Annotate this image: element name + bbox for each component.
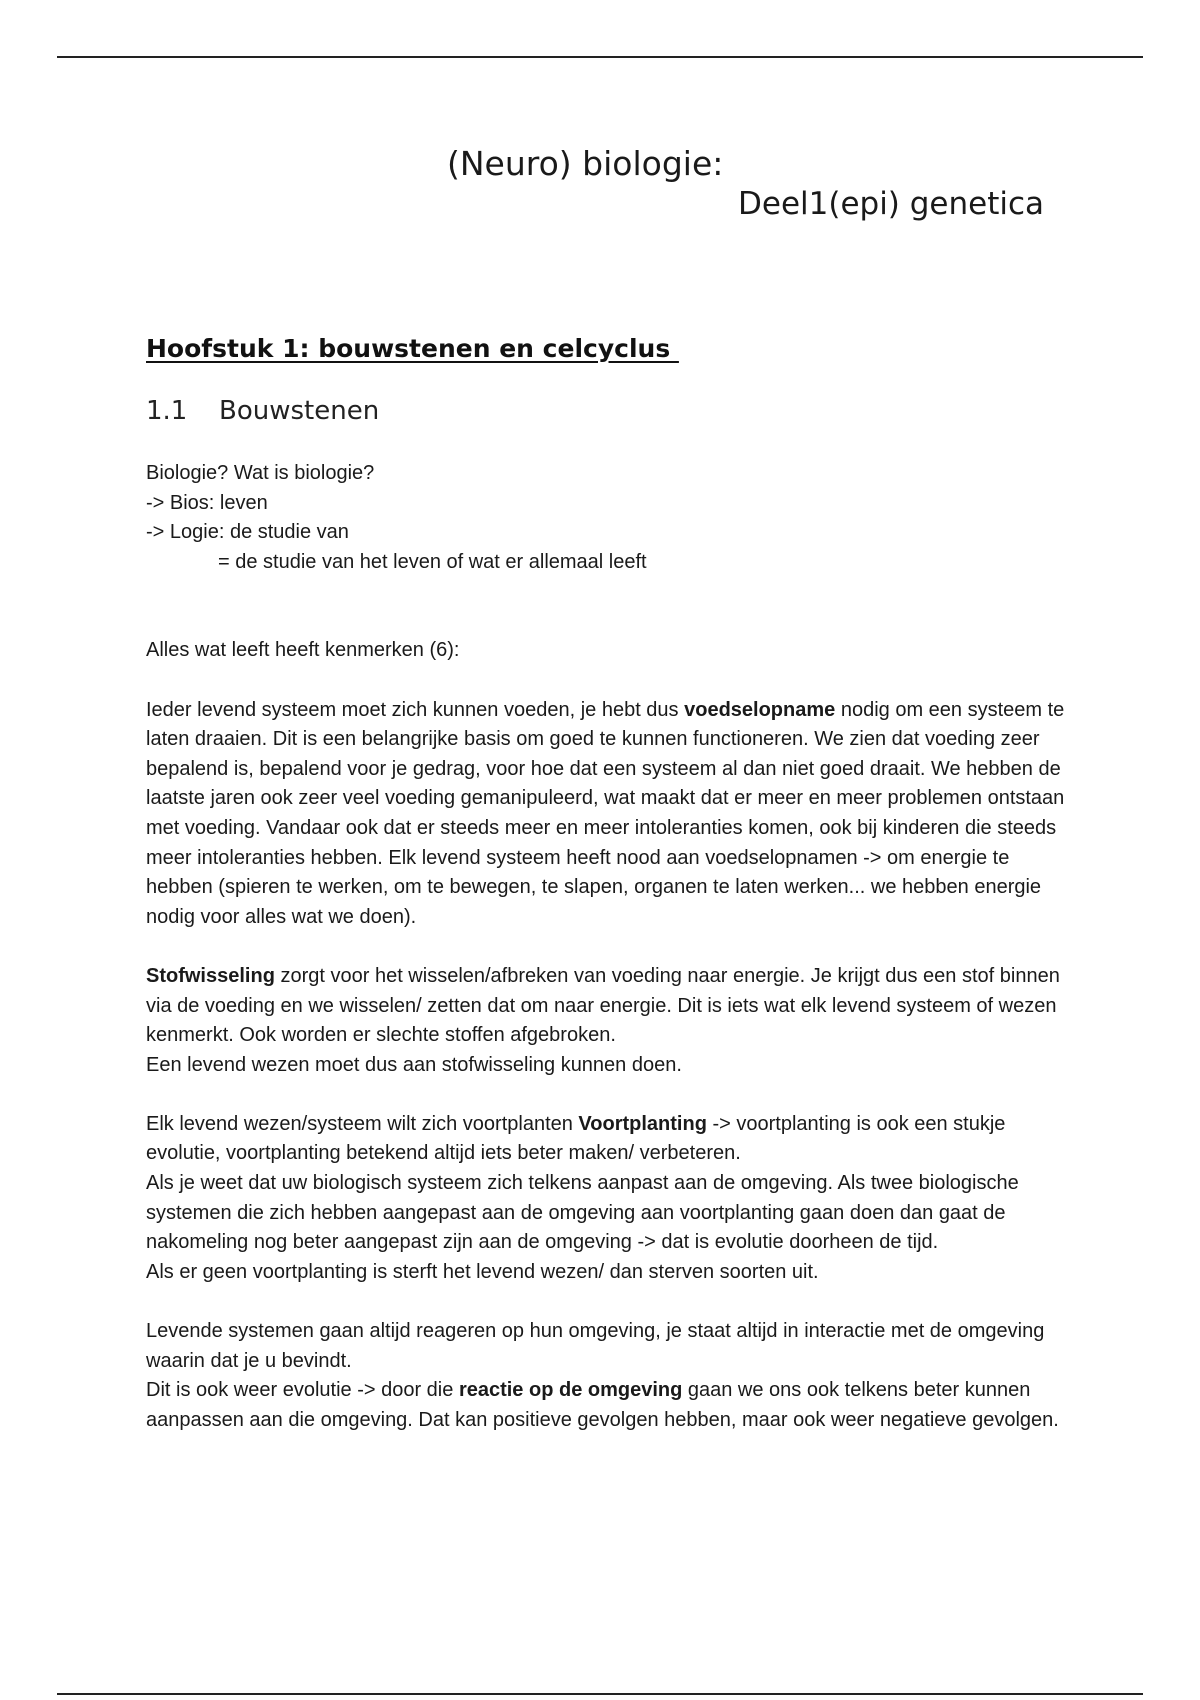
intro-line: Biologie? Wat is biologie? bbox=[146, 462, 375, 484]
paragraph-reactie: Levende systemen gaan altijd reageren op hun omgeving, je staat altijd in interactie met de omgeving waarin dat je u bevindt. bbox=[146, 1320, 1045, 1372]
text-span: Elk levend wezen/systeem wilt zich voortplanten bbox=[146, 1112, 579, 1135]
section-number: 1.1 bbox=[146, 396, 188, 426]
chapter-heading: Hoofstuk 1: bouwstenen en celcyclus bbox=[146, 334, 679, 363]
kenmerken-heading: Alles wat leeft heeft kenmerken (6): bbox=[146, 639, 460, 662]
paragraph-voortplanting bbox=[146, 1110, 1076, 1169]
document-title: (Neuro) biologie: bbox=[447, 144, 724, 183]
document-body bbox=[146, 459, 1076, 1435]
paragraph-voeding bbox=[146, 696, 1076, 933]
text-span: Ieder levend systeem moet zich kunnen voeden, je hebt dus bbox=[146, 698, 685, 721]
text-span: -> voortplanting is ook een stukje evolutie, voortplanting betekend altijd iets beter maken/ verbeteren. bbox=[146, 1112, 1006, 1165]
top-rule bbox=[57, 56, 1143, 58]
intro-definition: = de studie van het leven of wat er allemaal leeft bbox=[218, 550, 647, 573]
text-span: gaan we ons ook telkens beter kunnen aanpassen aan die omgeving. Dat kan positieve gevolgen hebben, maar ook weer negatieve gevolgen. bbox=[146, 1379, 1059, 1431]
section-title: Bouwstenen bbox=[219, 396, 380, 426]
intro-line: -> Logie: de studie van bbox=[146, 521, 349, 544]
bold-term: Stofwisseling bbox=[146, 964, 275, 987]
bold-term: reactie op de omgeving bbox=[458, 1379, 683, 1402]
text-span: zorgt voor het wisselen/afbreken van voeding naar energie. Je krijgt dus een stof binnen via de voeding en we wisselen/ zetten dat om naar energie. Dit is iets wat elk levend systeem of wezen kenmerkt. Ook worden er slechte stoffen afgebroken. bbox=[146, 964, 1060, 1047]
bottom-rule bbox=[57, 1693, 1143, 1695]
section-heading bbox=[146, 396, 379, 426]
intro-line: -> Bios: leven bbox=[146, 491, 268, 514]
bold-term: Voortplanting bbox=[578, 1112, 707, 1135]
document-subtitle: Deel1(epi) genetica bbox=[738, 186, 1045, 222]
paragraph-voortplanting-2: Als je weet dat uw biologisch systeem zich telkens aanpast aan de omgeving. Als twee biologische systemen die zich hebben aangepast aan de omgeving aan voortplanting gaan doen dan gaat de nakomeling nog beter aangepast zijn aan de omgeving -> dat is evolutie doorheen de tijd. bbox=[146, 1172, 1019, 1254]
bold-term: voedselopname bbox=[684, 698, 836, 721]
paragraph-stofwisseling bbox=[146, 962, 1076, 1051]
paragraph-voortplanting-3: Als er geen voortplanting is sterft het levend wezen/ dan sterven soorten uit. bbox=[146, 1260, 819, 1283]
text-span: nodig om een systeem te laten draaien. Dit is een belangrijke basis om goed te kunnen functioneren. We zien dat voeding zeer bepalend is, bepalend voor je gedrag, voor hoe dat een systeem al dan niet goed draait. We hebben de laatste jaren ook zeer veel voeding gemanipuleerd, wat maakt dat er meer en meer problemen ontstaan met voeding. Vandaar ook dat er steeds meer en meer intoleranties komen, ook bij kinderen die steeds meer intoleranties hebben. Elk levend systeem heeft nood aan voedselopnamen -> om energie te hebben (spieren te werken, om te bewegen, te slapen, organen te laten werken... we hebben energie nodig voor alles wat we doen). bbox=[146, 698, 1065, 928]
text-span: Dit is ook weer evolutie -> door die bbox=[146, 1379, 459, 1402]
paragraph-reactie-2 bbox=[146, 1376, 1076, 1435]
paragraph-stofwisseling-2: Een levend wezen moet dus aan stofwisseling kunnen doen. bbox=[146, 1053, 682, 1076]
